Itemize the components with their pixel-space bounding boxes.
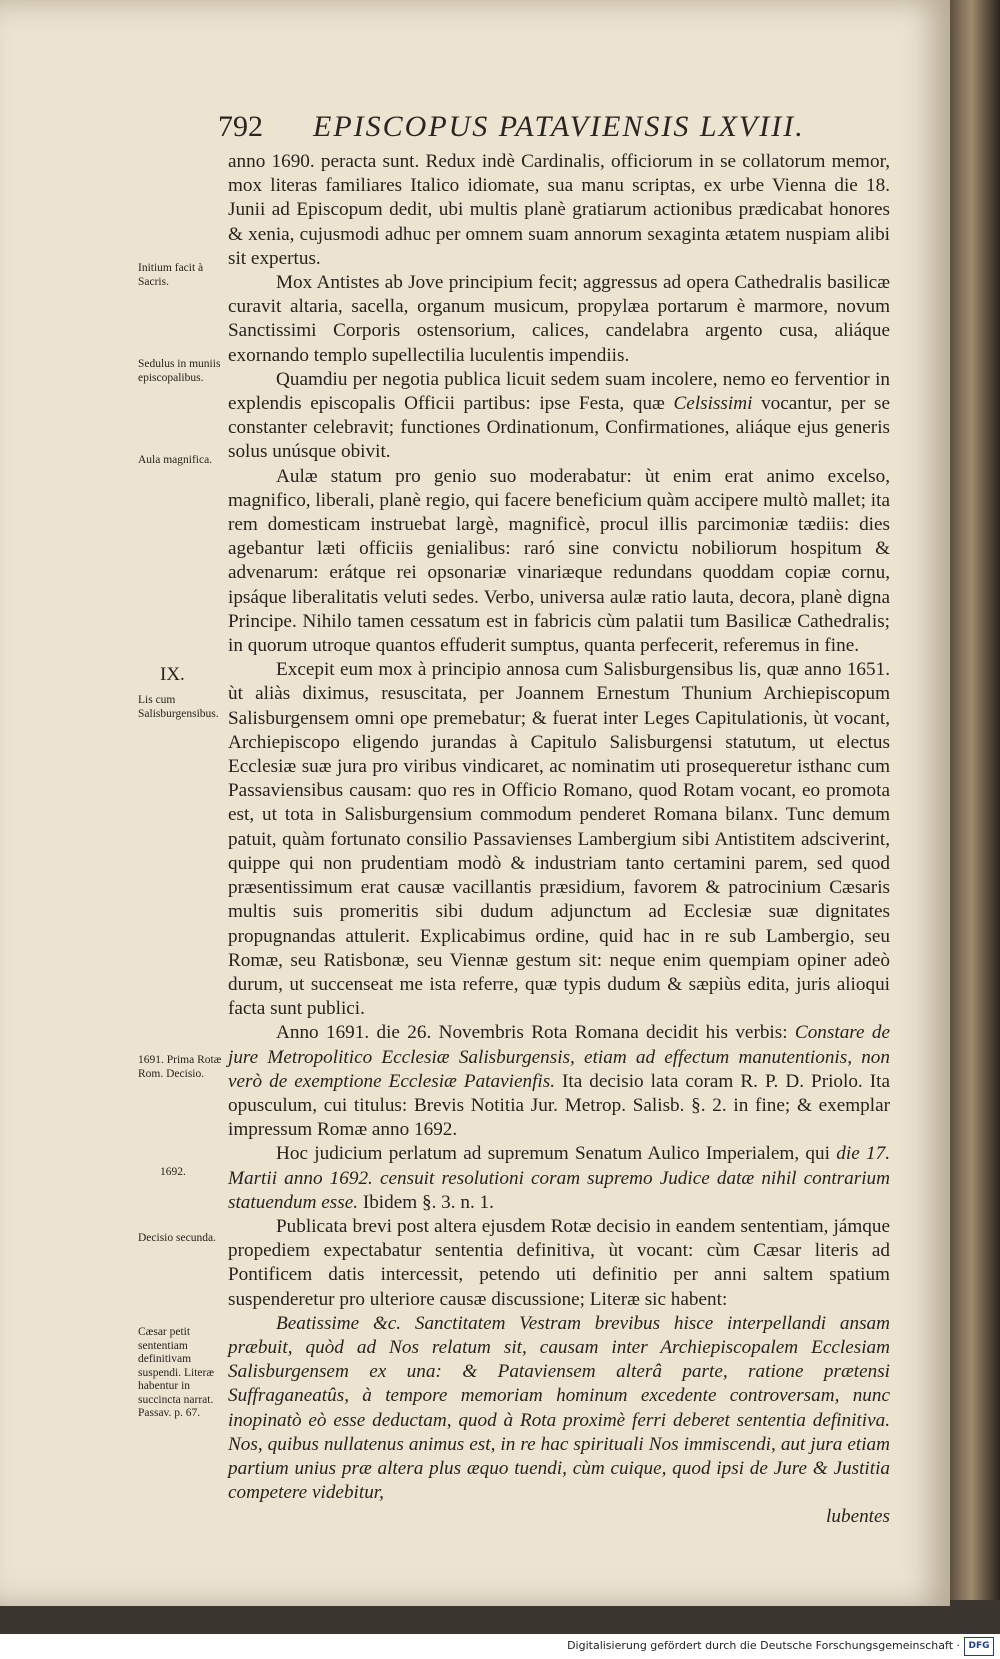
paragraph-italic: Celsissimi <box>673 393 753 415</box>
body-text <box>228 150 890 1530</box>
paragraph-italic: Constare de jure Metropolitico Ecclesiæ Salisburgensis, etiam ad effectum manutentionis, non verò de exemptione Ecclesiæ Patavienfis. <box>228 1022 891 1092</box>
paragraph <box>228 1021 890 1142</box>
paragraph: Aulæ statum pro genio suo moderabatur: ùt enim erat animo excelso, magnifico, liberali, planè regio, qui facere beneficium quàm accipere multò mallet; ita rem domesticam instruebat largè, magnificè, procul illis parcimoniæ tædiis: dies agebantur læti officiis genialibus: raró sine convictu nobiliorum hospitum & advenarum: erátque rei opsonariæ vinariæque redundans quoddam copiæ cornu, ipsáque liberalitatis veluti sedes. Verbo, universa aulæ ratio lauta, decora, planè digna Principe. Nihilo tamen cessatum est in fabricis cùm palatii tum Basilicæ Cathedralis; in quorum utroque quantos effuderit sumptus, quanta perfecerit, referemus in fine. <box>228 465 890 657</box>
paragraph: Excepit eum mox à principio annosa cum Salisburgensibus lis, quæ anno 1651. ùt aliàs diximus, resuscitata, per Joannem Ernestum Thunium Archiepiscopum Salisburgensem omni ope premebatur; & fuerat inter Leges Capitulationis, ùt vocant, Archiepiscopo eligendo jurandas à Capitulo Salisburgensi statutum, ut electus Ecclesiæ suæ jura pro viribus vindicaret, ac nominatim uti prosequeretur isthanc cum Passaviensibus causam: quo res in Officio Romano, quod Rotam vocant, eo promota est, ut tota in Salisburgensium commodum penderet Romana bilanx. Tunc demum patuit, quàm fortunato consilio Passavienses Lambergium sibi Antistitem adsciverint, quippe qui non prudentiam modò & industriam tanto certamini parem, sed quod præsentissimum erat causæ vacillantis præsidium, favorem & patrocinium Cæsaris multis suis promeritis sibi dudum adjunctum ad Ecclesiæ suæ dignitates propugnandas attulerit. Explicabimus ordine, quid hac in re sub Lambergio, seu Romæ, seu Ratisbonæ, seu Viennæ gestum sit: neque enim quempiam opiner adeò durum, ut succenseat me ista referre, quæ typis dudum & sæpiùs edita, juris alioqui facta sunt publici. <box>228 659 890 1020</box>
paragraph-text: vocantur, per se constanter celebravit; functiones Ordinationum, Confirmationes, aliáque ejus generis solus unúsque obivit. <box>228 393 891 463</box>
margin-note: Cæsar petit sententiam definitivam suspendi. Literæ habentur in succincta narrat. Passav. p. 67. <box>138 1326 215 1419</box>
section-number: IX. <box>160 664 185 685</box>
paragraph: anno 1690. peracta sunt. Redux indè Cardinalis, officiorum in se collatorum memor, mox literas familiares Italico idiomate, sua manu scriptas, ex urbe Vienna die 18. Junii ad Episcopum dedit, ubi multis planè gratiarum actionibus prædicabat honores & xenia, cujusmodi adhuc per omnem suam annorum sexaginta ætatem nuspiam alibi sit expertus. <box>228 151 890 269</box>
running-head <box>218 110 878 152</box>
dfg-logo: DFG <box>964 1637 994 1656</box>
footer-credit: Digitalisierung gefördert durch die Deutsche Forschungsgemeinschaft · <box>567 1639 960 1652</box>
digitization-footer <box>0 1634 1000 1659</box>
paragraph <box>228 368 890 465</box>
running-title: EPISCOPUS PATAVIENSIS LXVIII. <box>313 110 805 143</box>
paragraph: Publicata brevi post altera ejusdem Rotæ decisio in eandem sententiam, jámque propediem expectabatur sententia definitiva, ùt vocant: cùm Cæsar literis ad Pontificem datis intercessit, petendo uti definitio per anni saltem spatium suspenderetur pro ulteriore causæ discussione; Literæ sic habent: <box>228 1215 890 1310</box>
margin-note: Decisio secunda. <box>138 1232 216 1244</box>
margin-note: 1691. Prima Rotæ Rom. Decisio. <box>138 1054 222 1080</box>
catchword: lubentes <box>826 1506 890 1528</box>
paragraph-text: Anno 1691. die 26. Novembris Rota Romana decidit his verbis: <box>276 1022 788 1044</box>
paragraph-italic: die 17. Martii anno 1692. censuit resolutioni coram supremo Judice datæ nihil contrarium statuendum esse. <box>228 1143 890 1213</box>
paragraph: Mox Antistes ab Jove principium fecit; aggressus ad opera Cathedralis basilicæ curavit altaria, sacella, organum musicum, propylæa portarum è marmore, novum Sanctissimi Corporis ostensorium, calices, candelabra argento cusa, aliáque exornando templo supellectilia luculentis impendiis. <box>228 272 890 366</box>
margin-note: Aula magnifica. <box>138 454 213 466</box>
margin-note: 1692. <box>160 1166 186 1178</box>
paragraph <box>228 1142 890 1215</box>
paragraph-text: Ita decisio lata coram R. P. D. Priolo. Ita opusculum, cui titulus: Brevis Notitia Jur. Metrop. Salisb. §. 2. in fine; & exemplar impressum Romæ anno 1692. <box>228 1070 890 1141</box>
page-number: 792 <box>218 110 263 143</box>
margin-note: Sedulus in muniis episcopalibus. <box>138 358 221 384</box>
margin-note: Initium facit à Sacris. <box>138 262 204 288</box>
letter-quotation: Beatissime &c. Sanctitatem Vestram brevibus hisce interpellandi ansam præbuit, quòd ad Nos relatum sit, causam inter Archiepiscopalem Ecclesiam Salisburgensem ex una: & Pataviensem alterâ parte, ratione prætensi Suffraganeatûs, à tempore memoriam hominum excedente controversam, nunc inopinatò eò esse deductam, quod à Rota proximè ferri deberet sententia definitiva. Nos, quibus nullatenus animus est, in re hac spirituali Nos immiscendi, aut jura etiam partium unius præ altera plus æquo tuendi, cùm cuique, quod ipsi de Jure & Justitia competere videbitur, <box>228 1312 890 1504</box>
paragraph-text: Quamdiu per negotia publica licuit sedem suam incolere, nemo eo ferventior in explendis episcopalis Officii partibus: ipse Festa, quæ <box>228 368 890 415</box>
margin-note: Lis cum Salisburgensibus. <box>138 694 219 720</box>
paragraph-text: Hoc judicium perlatum ad supremum Senatum Aulico Imperialem, qui <box>276 1143 830 1165</box>
paragraph-text: Ibidem §. 3. n. 1. <box>362 1191 494 1213</box>
